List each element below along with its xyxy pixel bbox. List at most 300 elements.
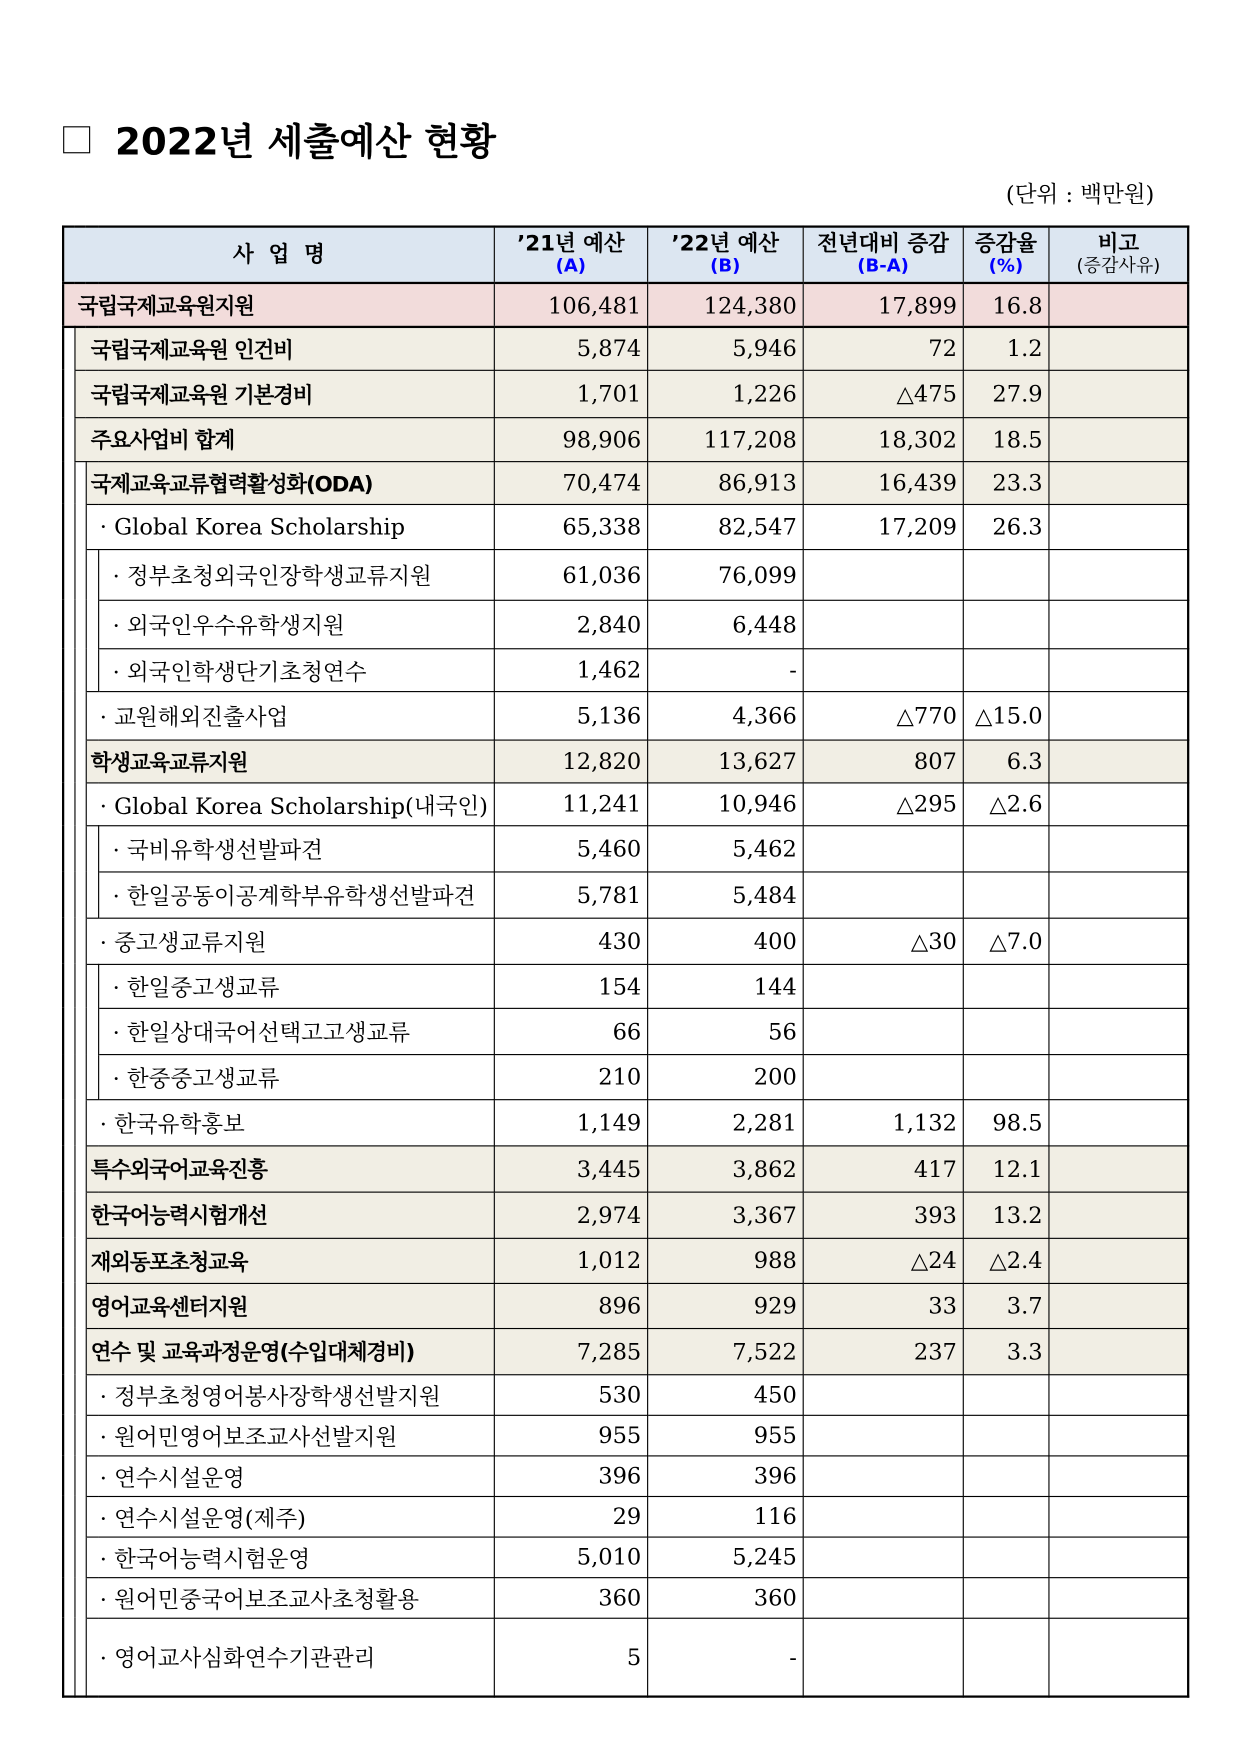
row-name: · 영어교사심화연수기관관리	[86, 1618, 494, 1697]
table-row	[63, 1054, 1188, 1099]
cell-b: 1,226	[647, 370, 803, 417]
header-diff	[803, 227, 963, 283]
cell-a: 98,906	[494, 417, 647, 461]
cell-note	[1049, 549, 1189, 600]
cell-diff	[803, 825, 963, 871]
cell-note	[1049, 918, 1189, 964]
cell-diff	[803, 1537, 963, 1578]
cell-b: 988	[647, 1238, 803, 1283]
indent-cell	[74, 1054, 85, 1099]
indent-cell	[63, 461, 74, 504]
row-name: 국립국제교육원 기본경비	[74, 370, 494, 417]
indent-cell	[63, 1455, 74, 1496]
cell-diff	[803, 1455, 963, 1496]
indent-cell	[86, 549, 99, 600]
cell-note	[1049, 1008, 1189, 1054]
cell-rate: 16.8	[963, 283, 1049, 327]
cell-b: 400	[647, 918, 803, 964]
table-row	[63, 782, 1188, 825]
indent-cell	[74, 964, 85, 1008]
indent-cell	[74, 1192, 85, 1238]
cell-a: 5,460	[494, 825, 647, 871]
cell-rate	[963, 1455, 1049, 1496]
cell-rate	[963, 1618, 1049, 1697]
header-prev-budget	[494, 227, 647, 283]
header-rate-sub: (%)	[988, 254, 1024, 277]
cell-rate	[963, 825, 1049, 871]
indent-cell	[63, 417, 74, 461]
indent-cell	[74, 782, 85, 825]
cell-a: 530	[494, 1374, 647, 1415]
cell-a: 1,012	[494, 1238, 647, 1283]
cell-diff	[803, 1008, 963, 1054]
indent-cell	[86, 1054, 99, 1099]
indent-cell	[63, 1192, 74, 1238]
row-name: · 교원해외진출사업	[86, 691, 494, 739]
row-name: 학생교육교류지원	[86, 740, 494, 783]
cell-rate: 18.5	[963, 417, 1049, 461]
cell-diff: 17,899	[803, 283, 963, 327]
cell-rate	[963, 600, 1049, 648]
table-row	[63, 648, 1188, 691]
row-name: 국립국제교육원 인건비	[74, 327, 494, 370]
cell-a: 7,285	[494, 1328, 647, 1374]
cell-b: 929	[647, 1283, 803, 1328]
indent-cell	[74, 825, 85, 871]
cell-diff: △24	[803, 1238, 963, 1283]
cell-note	[1049, 1283, 1189, 1328]
cell-note	[1049, 691, 1189, 739]
table-row	[63, 1099, 1188, 1145]
header-diff-label: 전년대비 증감	[817, 231, 949, 256]
table-row	[63, 600, 1188, 648]
cell-b: -	[647, 648, 803, 691]
table-row	[63, 1415, 1188, 1456]
cell-rate: 98.5	[963, 1099, 1049, 1145]
indent-cell	[74, 918, 85, 964]
row-name: · 한일공동이공계학부유학생선발파견	[98, 871, 494, 917]
table-body	[63, 283, 1188, 1697]
indent-cell	[63, 1054, 74, 1099]
cell-b: 86,913	[647, 461, 803, 504]
indent-cell	[63, 825, 74, 871]
row-name: 주요사업비 합계	[74, 417, 494, 461]
cell-note	[1049, 461, 1189, 504]
indent-cell	[74, 740, 85, 783]
table-header-row	[63, 227, 1188, 283]
indent-cell	[74, 1283, 85, 1328]
cell-note	[1049, 1099, 1189, 1145]
cell-b: 124,380	[647, 283, 803, 327]
cell-note	[1049, 964, 1189, 1008]
cell-note	[1049, 417, 1189, 461]
indent-cell	[63, 871, 74, 917]
cell-rate: 1.2	[963, 327, 1049, 370]
row-name: · 연수시설운영	[86, 1455, 494, 1496]
header-b-sub: (B)	[710, 254, 741, 277]
cell-a: 5,874	[494, 327, 647, 370]
cell-diff: △295	[803, 782, 963, 825]
cell-note	[1049, 1238, 1189, 1283]
table-row	[63, 1455, 1188, 1496]
cell-a: 11,241	[494, 782, 647, 825]
table-row	[63, 370, 1188, 417]
cell-rate: 12.1	[963, 1145, 1049, 1191]
indent-cell	[74, 1577, 85, 1618]
cell-diff	[803, 964, 963, 1008]
header-a-sub: (A)	[555, 254, 587, 277]
cell-b: 3,367	[647, 1192, 803, 1238]
indent-cell	[74, 1328, 85, 1374]
indent-cell	[74, 1238, 85, 1283]
cell-rate	[963, 1537, 1049, 1578]
cell-diff: 33	[803, 1283, 963, 1328]
table-row	[63, 283, 1188, 327]
indent-cell	[86, 648, 99, 691]
indent-cell	[63, 1145, 74, 1191]
cell-rate: △7.0	[963, 918, 1049, 964]
cell-diff	[803, 1577, 963, 1618]
cell-note	[1049, 1054, 1189, 1099]
cell-note	[1049, 1328, 1189, 1374]
cell-diff	[803, 871, 963, 917]
cell-a: 396	[494, 1455, 647, 1496]
table-row	[63, 1238, 1188, 1283]
cell-b: 5,245	[647, 1537, 803, 1578]
cell-rate	[963, 1415, 1049, 1456]
cell-note	[1049, 740, 1189, 783]
table-row	[63, 327, 1188, 370]
cell-a: 12,820	[494, 740, 647, 783]
cell-rate	[963, 1374, 1049, 1415]
table-row	[63, 504, 1188, 549]
cell-a: 5,010	[494, 1537, 647, 1578]
row-name: 국립국제교육원지원	[63, 283, 494, 327]
cell-diff: 417	[803, 1145, 963, 1191]
cell-diff: 16,439	[803, 461, 963, 504]
indent-cell	[74, 600, 85, 648]
table-row	[63, 1537, 1188, 1578]
header-rate	[963, 227, 1049, 283]
header-diff-sub: (B-A)	[857, 254, 909, 277]
cell-rate: 23.3	[963, 461, 1049, 504]
table-row	[63, 1192, 1188, 1238]
indent-cell	[74, 504, 85, 549]
cell-a: 430	[494, 918, 647, 964]
cell-a: 5,781	[494, 871, 647, 917]
cell-b: 200	[647, 1054, 803, 1099]
cell-diff: 393	[803, 1192, 963, 1238]
header-name	[63, 227, 494, 283]
row-name: 재외동포초청교육	[86, 1238, 494, 1283]
indent-cell	[63, 1374, 74, 1415]
cell-note	[1049, 648, 1189, 691]
cell-diff: 237	[803, 1328, 963, 1374]
indent-cell	[63, 1008, 74, 1054]
table-row	[63, 964, 1188, 1008]
cell-rate	[963, 871, 1049, 917]
header-curr-budget	[647, 227, 803, 283]
row-name: 한국어능력시험개선	[86, 1192, 494, 1238]
cell-diff: △475	[803, 370, 963, 417]
cell-diff: △770	[803, 691, 963, 739]
indent-cell	[74, 1145, 85, 1191]
cell-b: 396	[647, 1455, 803, 1496]
indent-cell	[74, 871, 85, 917]
cell-rate: 13.2	[963, 1192, 1049, 1238]
cell-rate: 26.3	[963, 504, 1049, 549]
cell-diff: 72	[803, 327, 963, 370]
table-row	[63, 740, 1188, 783]
indent-cell	[63, 1577, 74, 1618]
cell-diff	[803, 549, 963, 600]
cell-note	[1049, 1192, 1189, 1238]
cell-a: 210	[494, 1054, 647, 1099]
cell-rate	[963, 549, 1049, 600]
indent-cell	[63, 964, 74, 1008]
indent-cell	[74, 1496, 85, 1537]
cell-diff: 17,209	[803, 504, 963, 549]
cell-rate: △15.0	[963, 691, 1049, 739]
cell-a: 360	[494, 1577, 647, 1618]
table-row	[63, 1008, 1188, 1054]
cell-diff	[803, 1496, 963, 1537]
table-row	[63, 825, 1188, 871]
table-row	[63, 918, 1188, 964]
indent-cell	[63, 1099, 74, 1145]
table-row	[63, 1374, 1188, 1415]
indent-cell	[63, 782, 74, 825]
cell-b: 144	[647, 964, 803, 1008]
table-row	[63, 691, 1188, 739]
cell-note	[1049, 600, 1189, 648]
cell-a: 66	[494, 1008, 647, 1054]
indent-cell	[63, 600, 74, 648]
cell-rate: △2.4	[963, 1238, 1049, 1283]
indent-cell	[74, 461, 85, 504]
row-name: · 한일상대국어선택고고생교류	[98, 1008, 494, 1054]
row-name: · 정부초청외국인장학생교류지원	[98, 549, 494, 600]
cell-b: 10,946	[647, 782, 803, 825]
cell-note	[1049, 1537, 1189, 1578]
cell-note	[1049, 327, 1189, 370]
table-row	[63, 1283, 1188, 1328]
cell-note	[1049, 504, 1189, 549]
table-row	[63, 1328, 1188, 1374]
indent-cell	[86, 964, 99, 1008]
cell-diff	[803, 1374, 963, 1415]
row-name: · 한일중고생교류	[98, 964, 494, 1008]
cell-note	[1049, 370, 1189, 417]
cell-a: 2,974	[494, 1192, 647, 1238]
table-row	[63, 549, 1188, 600]
cell-b: 56	[647, 1008, 803, 1054]
checkbox-square-icon	[63, 126, 90, 153]
header-rate-label: 증감율	[974, 231, 1037, 256]
cell-a: 154	[494, 964, 647, 1008]
cell-diff: 807	[803, 740, 963, 783]
cell-a: 65,338	[494, 504, 647, 549]
indent-cell	[86, 1008, 99, 1054]
cell-rate	[963, 964, 1049, 1008]
header-note-sub: (증감사유)	[1076, 254, 1161, 277]
cell-b: 5,946	[647, 327, 803, 370]
cell-b: 955	[647, 1415, 803, 1456]
indent-cell	[74, 648, 85, 691]
cell-diff	[803, 1618, 963, 1697]
table-row	[63, 1145, 1188, 1191]
cell-note	[1049, 871, 1189, 917]
cell-diff: △30	[803, 918, 963, 964]
table-row	[63, 1618, 1188, 1697]
cell-note	[1049, 1455, 1189, 1496]
cell-diff: 1,132	[803, 1099, 963, 1145]
indent-cell	[63, 1618, 74, 1697]
row-name: · 국비유학생선발파견	[98, 825, 494, 871]
indent-cell	[63, 1328, 74, 1374]
table-row	[63, 417, 1188, 461]
header-note-label: 비고	[1097, 231, 1140, 256]
indent-cell	[74, 1415, 85, 1456]
cell-diff	[803, 648, 963, 691]
cell-note	[1049, 1415, 1189, 1456]
cell-b: 117,208	[647, 417, 803, 461]
cell-note	[1049, 782, 1189, 825]
cell-note	[1049, 825, 1189, 871]
cell-rate: 3.3	[963, 1328, 1049, 1374]
indent-cell	[74, 1537, 85, 1578]
cell-diff	[803, 1415, 963, 1456]
row-name: 국제교육교류협력활성화(ODA)	[86, 461, 494, 504]
indent-cell	[63, 648, 74, 691]
cell-diff	[803, 600, 963, 648]
cell-a: 896	[494, 1283, 647, 1328]
indent-cell	[63, 1496, 74, 1537]
cell-b: 13,627	[647, 740, 803, 783]
title-text: 2022년 세출예산 현황	[114, 119, 496, 164]
cell-a: 3,445	[494, 1145, 647, 1191]
indent-cell	[63, 1283, 74, 1328]
cell-b: 82,547	[647, 504, 803, 549]
cell-b: 5,462	[647, 825, 803, 871]
cell-note	[1049, 1496, 1189, 1537]
cell-b: 6,448	[647, 600, 803, 648]
row-name: · 한중중고생교류	[98, 1054, 494, 1099]
row-name: 연수 및 교육과정운영(수입대체경비)	[86, 1328, 494, 1374]
indent-cell	[63, 549, 74, 600]
cell-rate: 27.9	[963, 370, 1049, 417]
indent-cell	[63, 327, 74, 370]
indent-cell	[63, 1238, 74, 1283]
budget-table	[62, 225, 1190, 1697]
cell-rate: 6.3	[963, 740, 1049, 783]
header-name-text: 사 업 명	[232, 242, 325, 268]
cell-rate: 3.7	[963, 1283, 1049, 1328]
row-name: · 원어민영어보조교사선발지원	[86, 1415, 494, 1456]
row-name: · 정부초청영어봉사장학생선발지원	[86, 1374, 494, 1415]
cell-a: 955	[494, 1415, 647, 1456]
row-name: · 외국인우수유학생지원	[98, 600, 494, 648]
row-name: · 원어민중국어보조교사초청활용	[86, 1577, 494, 1618]
indent-cell	[63, 918, 74, 964]
row-name: · Global Korea Scholarship(내국인)	[86, 782, 494, 825]
cell-note	[1049, 283, 1189, 327]
cell-b: 4,366	[647, 691, 803, 739]
cell-b: 360	[647, 1577, 803, 1618]
indent-cell	[74, 549, 85, 600]
row-name: 특수외국어교육진흥	[86, 1145, 494, 1191]
row-name: · 중고생교류지원	[86, 918, 494, 964]
indent-cell	[63, 691, 74, 739]
cell-b: 450	[647, 1374, 803, 1415]
cell-diff: 18,302	[803, 417, 963, 461]
cell-note	[1049, 1618, 1189, 1697]
header-a-label: ’21년 예산	[517, 231, 625, 256]
table-row	[63, 1577, 1188, 1618]
indent-cell	[63, 370, 74, 417]
cell-note	[1049, 1577, 1189, 1618]
unit-label: (단위 : 백만원)	[1005, 180, 1155, 208]
cell-b: -	[647, 1618, 803, 1697]
indent-cell	[86, 871, 99, 917]
cell-rate	[963, 1577, 1049, 1618]
cell-diff	[803, 1054, 963, 1099]
indent-cell	[74, 1618, 85, 1697]
row-name: · 연수시설운영(제주)	[86, 1496, 494, 1537]
indent-cell	[63, 1415, 74, 1456]
indent-cell	[74, 1008, 85, 1054]
header-note	[1049, 227, 1189, 283]
indent-cell	[74, 1455, 85, 1496]
table-row	[63, 1496, 1188, 1537]
cell-a: 1,462	[494, 648, 647, 691]
row-name: 영어교육센터지원	[86, 1283, 494, 1328]
cell-rate: △2.6	[963, 782, 1049, 825]
cell-note	[1049, 1145, 1189, 1191]
row-name: · Global Korea Scholarship	[86, 504, 494, 549]
indent-cell	[63, 740, 74, 783]
indent-cell	[86, 600, 99, 648]
cell-rate	[963, 1496, 1049, 1537]
cell-a: 5,136	[494, 691, 647, 739]
cell-b: 116	[647, 1496, 803, 1537]
cell-a: 61,036	[494, 549, 647, 600]
cell-rate	[963, 1008, 1049, 1054]
indent-cell	[86, 825, 99, 871]
cell-a: 1,701	[494, 370, 647, 417]
indent-cell	[74, 1374, 85, 1415]
indent-cell	[74, 1099, 85, 1145]
indent-cell	[63, 1537, 74, 1578]
cell-b: 7,522	[647, 1328, 803, 1374]
page-title	[63, 113, 496, 166]
cell-b: 5,484	[647, 871, 803, 917]
cell-rate	[963, 1054, 1049, 1099]
cell-note	[1049, 1374, 1189, 1415]
cell-a: 106,481	[494, 283, 647, 327]
table-row	[63, 871, 1188, 917]
cell-b: 2,281	[647, 1099, 803, 1145]
cell-b: 3,862	[647, 1145, 803, 1191]
cell-b: 76,099	[647, 549, 803, 600]
indent-cell	[63, 504, 74, 549]
table-row	[63, 461, 1188, 504]
cell-a: 2,840	[494, 600, 647, 648]
header-b-label: ’22년 예산	[671, 231, 779, 256]
cell-rate	[963, 648, 1049, 691]
indent-cell	[74, 691, 85, 739]
row-name: · 한국유학홍보	[86, 1099, 494, 1145]
